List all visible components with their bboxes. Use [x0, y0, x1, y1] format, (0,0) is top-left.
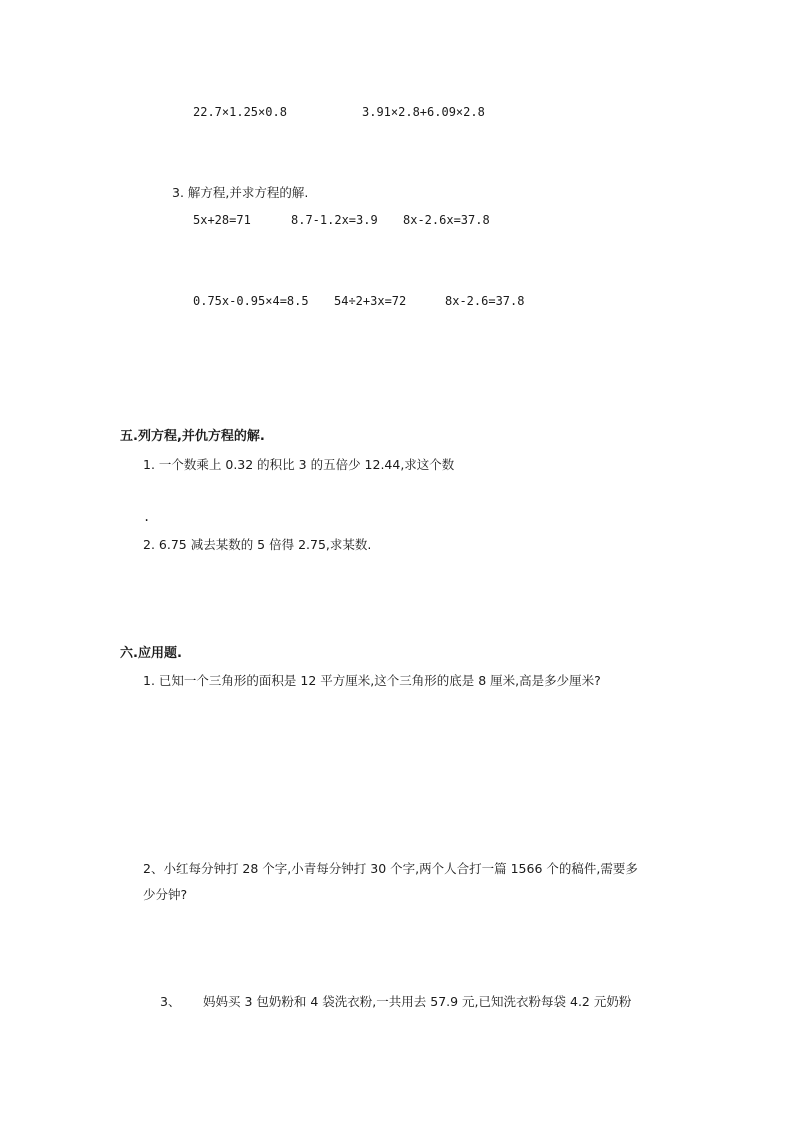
- section-6-item-3-text: 妈妈买 3 包奶粉和 4 袋洗衣粉,一共用去 57.9 元,已知洗衣粉每袋 4.2 元奶粉: [203, 994, 632, 1009]
- section-6-item-1: 1. 已知一个三角形的面积是 12 平方厘米,这个三角形的底是 8 厘米,高是多少厘米?: [143, 673, 601, 688]
- section-6-item-2-line-1: 2、小红每分钟打 28 个字,小青每分钟打 30 个字,两个人合打一篇 1566 个的稿件,需要多: [143, 861, 638, 876]
- section-6-heading: 六.应用题.: [120, 646, 182, 661]
- section-5-item-2: 2. 6.75 减去某数的 5 倍得 2.75,求某数.: [143, 537, 372, 552]
- section-6-item-2-line-2: 少分钟?: [143, 887, 188, 902]
- section-5-item-1: 1. 一个数乘上 0.32 的积比 3 的五倍少 12.44,求这个数: [143, 457, 455, 472]
- question-3-title: 3. 解方程,并求方程的解.: [172, 185, 309, 200]
- equation: 8x-2.6=37.8: [445, 294, 525, 308]
- equation: 5x+28=71: [193, 213, 251, 227]
- equation: 8.7-1.2x=3.9: [291, 213, 378, 227]
- equation: 54÷2+3x=72: [334, 294, 407, 308]
- equation: 8x-2.6x=37.8: [403, 213, 490, 227]
- calc-expression: 3.91×2.8+6.09×2.8: [362, 105, 485, 119]
- equation: 0.75x-0.95×4=8.5: [193, 294, 309, 308]
- stray-period: .: [143, 510, 151, 524]
- section-6-item-3-number: 3、: [160, 994, 181, 1009]
- section-5-heading: 五.列方程,并仇方程的解.: [120, 429, 265, 444]
- calc-expression: 22.7×1.25×0.8: [193, 105, 287, 119]
